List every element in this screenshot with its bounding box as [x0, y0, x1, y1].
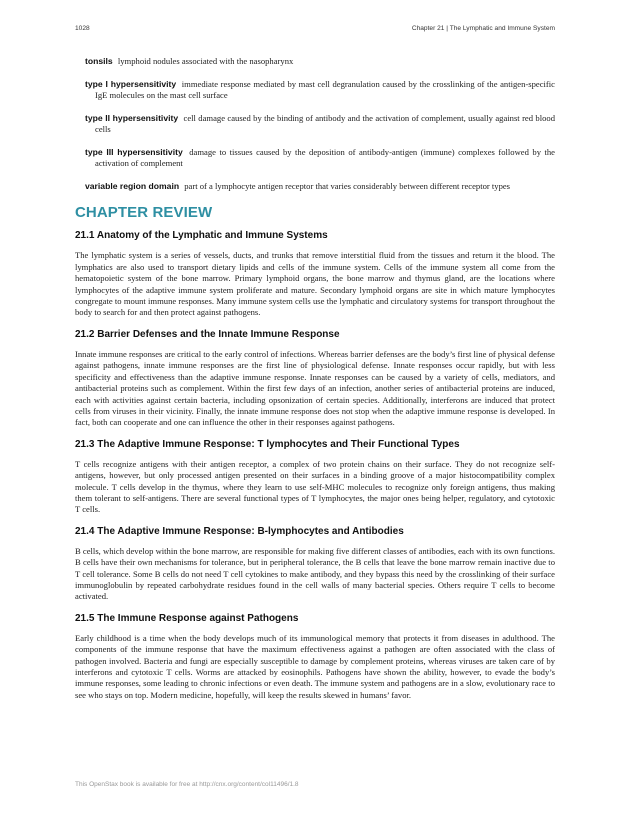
section-body: Early childhood is a time when the body develops much of its immunological memory that protects it from diseases in adulthood. The components of the immune response that have the maximum effectiveness against a pathogen are often associated with the class of pathogen involved. Bacteria and fungi are especially susceptible to damage by complement proteins, whereas viruses are taken care of by interferons and cytotoxic T cells. Worms are attacked by eosinophils. Pathogens have shown the ability, however, to evade the body’s immune responses, some leading to chronic infections or even death. The immune system and pathogens are in a slow, evolutionary race to see who stays on top. Modern medicine, hopefully, will keep the results skewed in humans’ favor.: [75, 632, 555, 700]
glossary-entry: [80, 181, 555, 192]
page-number: 1028: [75, 25, 90, 32]
section-body: The lymphatic system is a series of vessels, ducts, and trunks that remove interstitial fluid from the tissues and return it the blood. The lymphatics are also used to transport dietary lipids and cells of the immune system. Cells of the immune system all come from the hematopoietic system of the bone marrow. Primary lymphoid organs, the bone marrow and thymus gland, are the locations where lymphocytes of the adaptive immune system proliferate and mature. Secondary lymphoid organs are site in which mature lymphocytes congregate to mount immune responses. Many immune system cells use the lymphatic and circulatory systems for transport throughout the body to search for and then protect against pathogens.: [75, 250, 555, 318]
glossary-entry: [80, 79, 555, 102]
section-heading: 21.2 Barrier Defenses and the Innate Immune Response: [75, 328, 340, 340]
section-body: Innate immune responses are critical to the early control of infections. Whereas barrier defenses are the body’s first line of physical defense against pathogens, innate immune responses are the first line of physiological defense. Innate responses occur rapidly, but with less specificity and effectiveness than the adaptive immune response. Innate responses can be caused by a variety of cells, mediators, and antibacterial proteins such as complement. Within the first few days of an infection, another series of antibacterial proteins are induced, each with activities against certain bacteria, including opsonization of certain species. Additionally, interferons are induced that protect cells from viruses in their vicinity. Finally, the innate immune response does not stop when the adaptive immune response is developed. In fact, both can cooperate and one can influence the other in their responses against pathogens.: [75, 348, 555, 428]
main-content: [75, 56, 555, 711]
page-footer: This OpenStax book is available for free at http://cnx.org/content/col11496/1.8: [75, 781, 299, 788]
glossary-entry: [80, 56, 555, 67]
review-section: [75, 230, 555, 318]
review-section: [75, 329, 555, 429]
section-heading: 21.1 Anatomy of the Lymphatic and Immune Systems: [75, 230, 328, 242]
section-body: B cells, which develop within the bone marrow, are responsible for making five different classes of antibodies, each with its own functions. B cells have their own mechanisms for tolerance, but in peripheral tolerance, the B cells that leave the bone marrow remain inactive due to T cell tolerance. Some B cells do not need T cell cytokines to make antibody, and they bypass this need by the crosslinking of their surface immunoglobulin by repeated carbohydrate residues found in the cell walls of many bacterial species. Others require T cells to become activated.: [75, 545, 555, 602]
chapter-running-title: Chapter 21 | The Lymphatic and Immune System: [411, 25, 555, 32]
review-section: [75, 526, 555, 603]
section-body: T cells recognize antigens with their antigen receptor, a complex of two protein chains on their surface. They do not recognize self-antigens, however, but only processed antigen presented on their surfaces in a binding groove of a major histocompatibility complex molecule. T cells develop in the thymus, where they learn to use self-MHC molecules to recognize only foreign antigens, thus making them tolerant to self-antigens. There are several functional types of T lymphocytes, the major ones being helper, regulatory, and cytotoxic T cells.: [75, 458, 555, 515]
glossary-list: [75, 56, 555, 192]
chapter-review-title: CHAPTER REVIEW: [75, 204, 213, 222]
glossary-term: type I hypersensitivity: [85, 78, 177, 89]
glossary-term: variable region domain: [85, 181, 180, 192]
section-heading: 21.5 The Immune Response against Pathogens: [75, 612, 299, 624]
review-section: [75, 439, 555, 516]
glossary-entry: [80, 147, 555, 170]
section-heading: 21.3 The Adaptive Immune Response: T lymphocytes and Their Functional Types: [75, 438, 460, 450]
glossary-term: type II hypersensitivity: [85, 112, 179, 123]
glossary-term: tonsils: [85, 56, 113, 66]
glossary-term: type III hypersensitivity: [85, 146, 183, 157]
glossary-definition: immediate response mediated by mast cell degranulation caused by the crosslinking of the antigen-specific IgE molecules on the mast cell surface: [95, 78, 555, 101]
glossary-definition: damage to tissues caused by the deposition of antibody-antigen (immune) complexes followed by the activation of complement: [95, 146, 555, 169]
section-heading: 21.4 The Adaptive Immune Response: B-lymphocytes and Antibodies: [75, 525, 404, 537]
review-section: [75, 613, 555, 701]
glossary-entry: [80, 113, 555, 136]
glossary-definition: cell damage caused by the binding of antibody and the activation of complement, usually against red blood cells: [95, 112, 555, 135]
glossary-definition: part of a lymphocyte antigen receptor that varies considerably between different receptor types: [184, 181, 511, 192]
glossary-definition: lymphoid nodules associated with the nasopharynx: [117, 56, 294, 66]
